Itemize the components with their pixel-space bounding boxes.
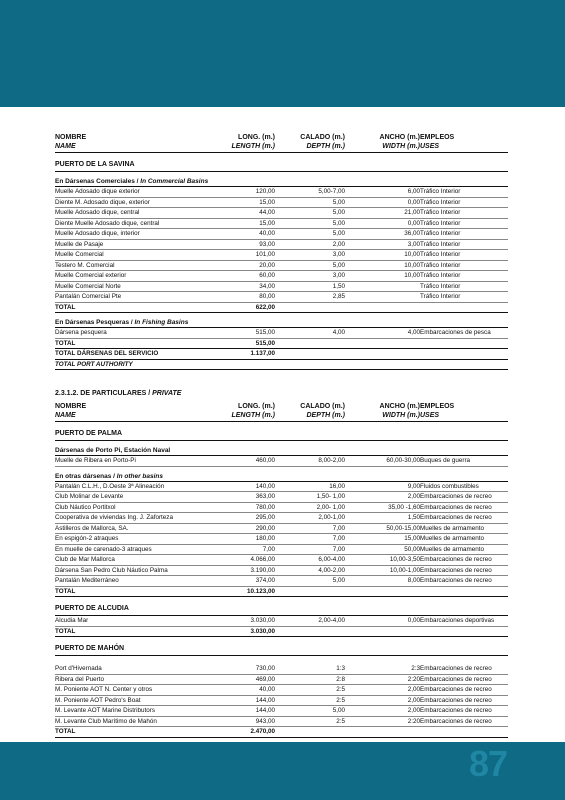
cell-name: Diente Muelle Adosado dique, central <box>55 219 160 227</box>
cell-name: Astilleros de Mallorca, SA. <box>55 524 129 532</box>
top-band <box>0 0 565 107</box>
cell-depth: 2,00-4,00 <box>318 617 345 624</box>
cell-length: 144,00 <box>255 696 275 704</box>
cell-uses: Muelles de armamento <box>420 545 485 553</box>
cell-uses: Tráfico Interior <box>420 209 461 216</box>
table-row <box>55 261 508 272</box>
cell-name: Pantalán C.L.H., D.Oeste 3ª Alineación <box>55 482 165 490</box>
table-row <box>55 250 508 261</box>
cell-name: M. Levante Club Marítimo de Mahón <box>55 717 157 725</box>
table-row <box>55 219 508 230</box>
cell-length: 460,00 <box>255 457 275 464</box>
cell-uses: Embarcaciones de recreo <box>420 707 492 714</box>
subsection-commercial: En Dársenas Comerciales / In Commercial Basins <box>55 177 508 187</box>
cell-depth: 5,00 <box>332 198 345 206</box>
cell-width: 10,00 <box>404 261 420 269</box>
table-row <box>55 513 508 524</box>
cell-uses: Tráfico Interior <box>420 230 461 237</box>
cell-width: 10,00-3,50 <box>389 556 420 563</box>
cell-uses: Embarcaciones de recreo <box>420 686 492 693</box>
cell-uses: Tráfico Interior <box>420 251 461 258</box>
cell-length: 44,00 <box>259 209 275 216</box>
cell-width: 4,00 <box>407 329 420 336</box>
table-row <box>55 208 508 219</box>
cell-length: 93,00 <box>259 240 275 248</box>
header-width-es: ANCHO (m.) <box>379 403 420 410</box>
table-row <box>55 503 508 514</box>
cell-name: Club Molinar de Levante <box>55 493 124 500</box>
header-name-en: NAME <box>55 412 76 419</box>
port-title-alcudia: PUERTO DE ALCUDIA <box>55 604 508 616</box>
cell-uses: Embarcaciones de pesca <box>420 329 491 336</box>
cell-width: 2:3 <box>411 665 420 672</box>
cell-depth: 2:5 <box>336 686 345 693</box>
table-row <box>55 282 508 293</box>
cell-length: 144,00 <box>255 707 275 714</box>
cell-width: 10,00 <box>404 272 420 279</box>
cell-uses: Embarcaciones de recreo <box>420 577 492 584</box>
cell-uses: Tráfico Interior <box>420 240 461 248</box>
cell-uses: Embarcaciones de recreo <box>420 675 492 683</box>
cell-width: 9,00 <box>407 482 420 490</box>
cell-length: 943,00 <box>255 717 275 725</box>
cell-uses: Embarcaciones de recreo <box>420 696 492 704</box>
service-total-row: TOTAL DÁRSENAS DEL SERVICIO 1.137,00 <box>55 349 508 360</box>
cell-width: 2,00 <box>407 493 420 500</box>
total-row: TOTAL 10.123,00 <box>55 587 508 598</box>
cell-name: Port d'Hivernada <box>55 665 102 672</box>
subsection-fishing: En Dársenas Pesqueras / In Fishing Basins <box>55 318 508 328</box>
cell-length: 7,00 <box>262 545 275 553</box>
cell-width: 8,00 <box>407 577 420 584</box>
cell-name: Muelle Adosado dique, central <box>55 209 140 216</box>
cell-name: M. Poniente AOT N. Center y otros <box>55 686 153 693</box>
cell-name: Muelle Comercial exterior <box>55 272 127 279</box>
header-length-es: LONG. (m.) <box>238 134 275 141</box>
cell-width: 10,00 <box>404 251 420 258</box>
cell-depth: 16,00 <box>329 482 345 490</box>
cell-uses: Muelles de armamento <box>420 524 485 532</box>
cell-name: En muelle de carenado-3 atraques <box>55 545 152 553</box>
table-row <box>55 685 508 696</box>
cell-name: En espigón-2 atraques <box>55 535 119 542</box>
cell-width: 3,00 <box>407 240 420 248</box>
table-row <box>55 271 508 282</box>
cell-depth: 5,00-7,00 <box>318 188 345 195</box>
cell-depth: 5,00 <box>332 209 345 216</box>
table-row <box>55 524 508 535</box>
cell-length: 363,00 <box>255 493 275 500</box>
cell-width: 15,00 <box>404 535 420 542</box>
cell-width: 50,00 <box>404 545 420 553</box>
total-row: TOTAL 622,00 <box>55 303 508 314</box>
cell-uses: Embarcaciones deportivas <box>420 617 495 624</box>
cell-name: Muelle Comercial Norte <box>55 282 121 290</box>
cell-depth: 7,00 <box>332 535 345 542</box>
cell-uses: Muelles de armamento <box>420 535 485 542</box>
cell-name: Muelle de Pasaje <box>55 240 104 248</box>
cell-depth: 2:5 <box>336 696 345 704</box>
cell-name: Muelle Adosado dique, interior <box>55 230 140 237</box>
cell-length: 3.030,00 <box>250 617 275 624</box>
table-row <box>55 482 508 493</box>
header-width-es: ANCHO (m.) <box>379 134 420 141</box>
cell-length: 3.190,00 <box>250 566 275 574</box>
cell-uses: Tráfico Interior <box>420 293 461 300</box>
port-title-savina: PUERTO DE LA SAVINA <box>55 160 508 172</box>
cell-width: 2,00 <box>407 707 420 714</box>
cell-length: 120,00 <box>255 188 275 195</box>
cell-depth: 3,00 <box>332 251 345 258</box>
cell-uses: Tráfico Interior <box>420 219 461 227</box>
cell-depth: 4,00-2,00 <box>318 566 345 574</box>
page-number: 87 <box>468 743 507 784</box>
cell-width: 2:20 <box>407 717 420 725</box>
header-width-en: WIDTH (m.) <box>382 412 420 419</box>
cell-uses: Fluidos combustibles <box>420 482 479 490</box>
cell-width: 50,00-15,00 <box>386 524 420 532</box>
document-body <box>55 131 508 738</box>
table-row <box>55 664 508 675</box>
cell-name: Muelle Comercial <box>55 251 104 258</box>
cell-uses: Embarcaciones de recreo <box>420 566 492 574</box>
header-depth-en: DEPTH (m.) <box>306 412 345 419</box>
cell-name: Dársena pesquera <box>55 329 107 336</box>
table-row <box>55 566 508 577</box>
cell-depth: 6,00-4,00 <box>318 556 345 563</box>
table-row <box>55 492 508 503</box>
cell-depth: 7,00 <box>332 545 345 553</box>
cell-length: 515,00 <box>255 329 275 336</box>
cell-length: 730,00 <box>255 665 275 672</box>
cell-uses: Embarcaciones de recreo <box>420 556 492 563</box>
table-row <box>55 706 508 717</box>
cell-depth: 5,00 <box>332 219 345 227</box>
table-row <box>55 576 508 587</box>
cell-length: 15,00 <box>259 219 275 227</box>
cell-depth: 2:8 <box>336 675 345 683</box>
cell-name: Dársena San Pedro Club Náutico Palma <box>55 566 168 574</box>
cell-width: 2,00 <box>407 686 420 693</box>
total-row: TOTAL 2.470,00 <box>55 727 508 738</box>
port-title-palma: PUERTO DE PALMA <box>55 429 508 441</box>
header-depth-en: DEPTH (m.) <box>306 143 345 150</box>
table-row <box>55 456 508 467</box>
cell-name: Alcudia Mar <box>55 617 89 624</box>
cell-length: 20,00 <box>259 261 275 269</box>
subsection-porto-pi: Dársenas de Porto Pi, Estación Naval <box>55 446 508 456</box>
cell-length: 180,00 <box>255 535 275 542</box>
cell-depth: 2,00-1,00 <box>318 514 345 521</box>
cell-depth: 1,50- 1,00 <box>316 493 345 500</box>
cell-width: 0,00 <box>407 198 420 206</box>
mahon-rows <box>55 664 508 727</box>
table-row <box>55 229 508 240</box>
cell-depth: 1:3 <box>336 665 345 672</box>
savina-fishing-rows <box>55 328 508 339</box>
cell-depth: 1,50 <box>332 282 345 290</box>
cell-uses: Embarcaciones de recreo <box>420 514 492 521</box>
cell-width: 6,00 <box>407 188 420 195</box>
cell-length: 469,00 <box>255 675 275 683</box>
header-length-en: LENGTH (m.) <box>231 143 275 150</box>
cell-width: 36,00 <box>404 230 420 237</box>
cell-name: M. Levante AOT Marine Distributors <box>55 707 155 714</box>
cell-uses: Embarcaciones de recreo <box>420 665 492 672</box>
palma-porto-pi-rows <box>55 456 508 467</box>
header-name-es: NOMBRE <box>55 403 87 410</box>
cell-width: 0,00 <box>407 617 420 624</box>
column-header <box>55 131 508 153</box>
subsection-other-basins: En otras dársenas / In other basins <box>55 472 508 482</box>
authority-total-row: TOTAL PORT AUTHORITY <box>55 360 508 371</box>
header-uses-en: USES <box>420 143 440 150</box>
cell-name: Diente M. Adosado dique, exterior <box>55 198 150 206</box>
cell-length: 290,00 <box>255 524 275 532</box>
table-row <box>55 717 508 728</box>
table-row <box>55 198 508 209</box>
cell-width: 35,00 -1,60 <box>388 503 420 511</box>
header-length-en: LENGTH (m.) <box>231 412 275 419</box>
cell-length: 40,00 <box>259 686 275 693</box>
cell-depth: 4,00 <box>332 329 345 336</box>
savina-commercial-rows <box>55 187 508 303</box>
cell-depth: 2:5 <box>336 717 345 725</box>
header-uses-es: EMPLEOS <box>420 134 455 141</box>
cell-uses: Tráfico Interior <box>420 282 461 290</box>
header-uses-es: EMPLEOS <box>420 403 455 410</box>
cell-length: 40,00 <box>259 230 275 237</box>
cell-name: Testero M. Comercial <box>55 261 115 269</box>
cell-length: 4.066,00 <box>250 556 275 563</box>
cell-uses: Embarcaciones de recreo <box>420 493 492 500</box>
cell-depth: 2,00- 1,00 <box>316 503 345 511</box>
cell-length: 60,00 <box>259 272 275 279</box>
cell-uses: Buques de guerra <box>420 457 471 464</box>
table-row <box>55 328 508 339</box>
cell-width: 10,00-1,00 <box>389 566 420 574</box>
port-title-mahon: PUERTO DE MAHÓN <box>55 644 508 656</box>
cell-width: 60,00-30,00 <box>386 457 420 464</box>
cell-depth: 2,00 <box>332 240 345 248</box>
cell-depth: 3,00 <box>332 272 345 279</box>
cell-length: 34,00 <box>259 282 275 290</box>
header-width-en: WIDTH (m.) <box>382 143 420 150</box>
cell-uses: Embarcaciones de recreo <box>420 717 492 725</box>
cell-uses: Tráfico Interior <box>420 188 461 195</box>
cell-width: 1,50 <box>407 514 420 521</box>
cell-width: 21,00 <box>404 209 420 216</box>
total-row: TOTAL 3.030,00 <box>55 627 508 638</box>
cell-depth: 5,00 <box>332 261 345 269</box>
header-uses-en: USES <box>420 412 440 419</box>
table-row <box>55 292 508 303</box>
table-row <box>55 616 508 627</box>
header-name-en: NAME <box>55 143 76 150</box>
cell-name: Club Náutico Portitxol <box>55 503 116 511</box>
cell-name: Muelle Adosado dique exterior <box>55 188 140 195</box>
header-depth-es: CALADO (m.) <box>300 134 345 141</box>
cell-width: 2:20 <box>407 675 420 683</box>
cell-name: M. Poniente AOT Pedro's Boat <box>55 696 141 704</box>
cell-name: Pantalán Comercial Pte <box>55 293 122 300</box>
cell-name: Pantalán Mediterráneo <box>55 577 119 584</box>
cell-depth: 7,00 <box>332 524 345 532</box>
header-length-es: LONG. (m.) <box>238 403 275 410</box>
private-section-title: 2.3.1.2. DE PARTICULARES / PRIVATE <box>55 390 182 397</box>
alcudia-rows <box>55 616 508 627</box>
cell-uses: Tráfico Interior <box>420 198 461 206</box>
cell-depth: 5,00 <box>332 707 345 714</box>
cell-name: Club de Mar Mallorca <box>55 556 115 563</box>
cell-uses: Embarcaciones de recreo <box>420 503 492 511</box>
cell-length: 780,00 <box>255 503 275 511</box>
header-depth-es: CALADO (m.) <box>300 403 345 410</box>
table-row <box>55 675 508 686</box>
cell-depth: 5,00 <box>332 577 345 584</box>
cell-width: 2,00 <box>407 696 420 704</box>
cell-depth: 2,85 <box>332 293 345 300</box>
cell-length: 80,00 <box>259 293 275 300</box>
table-row <box>55 696 508 707</box>
cell-name: Cooperativa de viviendas Ing. J. Zaforteza <box>55 514 173 521</box>
cell-depth: 8,00-2,00 <box>318 457 345 464</box>
cell-length: 295,00 <box>255 514 275 521</box>
total-row: TOTAL 515,00 <box>55 339 508 350</box>
cell-uses: Tráfico Interior <box>420 261 461 269</box>
header-name-es: NOMBRE <box>55 134 87 141</box>
cell-length: 374,00 <box>255 577 275 584</box>
cell-width: 0,00 <box>407 219 420 227</box>
cell-uses: Tráfico Interior <box>420 272 461 279</box>
cell-length: 15,00 <box>259 198 275 206</box>
cell-depth: 5,00 <box>332 230 345 237</box>
table-row <box>55 534 508 545</box>
table-row <box>55 555 508 566</box>
palma-other-rows <box>55 482 508 587</box>
column-header <box>55 400 508 422</box>
cell-length: 101,00 <box>255 251 275 258</box>
table-row <box>55 187 508 198</box>
cell-name: Ribera del Puerto <box>55 675 105 683</box>
table-row <box>55 545 508 556</box>
table-row <box>55 240 508 251</box>
cell-length: 140,00 <box>255 482 275 490</box>
cell-name: Muelle de Ribera en Porto-Pi <box>55 457 136 464</box>
